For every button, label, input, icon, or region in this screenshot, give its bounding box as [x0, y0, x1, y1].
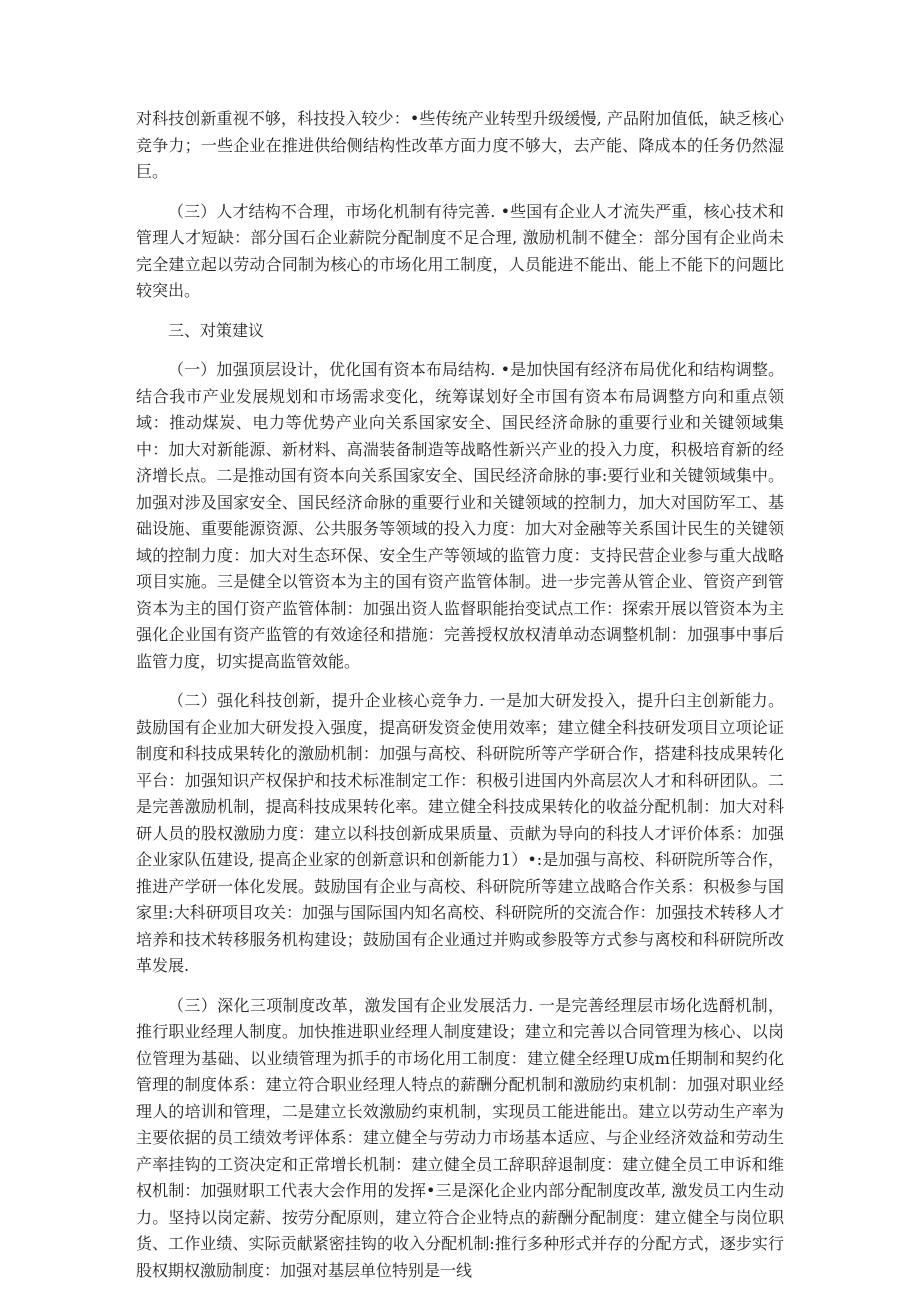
paragraph-tech-innovation: （二）强化科技创新，提升企业核心竞争力. 一是加大研发投入，提升臼主创新能力。鼓励国有企业加大研发投入强度，提高研发资金使用效率；建立健全科技研发项目立项论证制度和科技成果转化的激励机制：加强与高校、科研院所等产学研合作，搭建科技成果转化平台：加强知识产权保护和技术标准制定工作：积极引进国内外高层次人才和科研团队。二是完善激励机制，提高科技成果转化率。建立健全科技成果转化的收益分配机制：加大对科研人员的股权激励力度：建立以科技创新成果质量、贡献为导向的科技人才评价体系：加强企业家队伍建设, 提高企业家的创新意识和创新能力1）•:是加强与高校、科研院所等合作，推进产学研一体化发展。鼓励国有企业与高校、科研院所等建立战略合作关系：积极参与国家里:大科研项目攻关：加强与国际国内知名高校、科研院所的交流合作：加强技术转移人才培养和技术转移服务机构建设；鼓励国有企业通过并购或参股等方式参与离校和科研院所改革发展.	[136, 691, 784, 975]
paragraph-top-level-design: （一）加强顶层设计，优化国有资本布局结构. •是加快国有经济布局优化和结构调整。结合我市产业发展规划和市场需求变化，统筹谋划好全市国有资本布局调整方向和重点领域：推动煤炭、电力等优势产业向关系国家安全、国民经济命脉的重要行业和关键领域集中：加大对新能源、新材料、高湍装备制造等战略性新兴产业的投入力度，积极培育新的经济增长点。二是推动国有资本向关系国家安全、国民经济命脉的事:要行业和关键领域集中。加强对涉及国家安全、国民经济命脉的重要行业和关键领域的控制力，加大对国防军工、基础设施、重要能源资源、公共服务等领域的投入力度：加大对金融等关系国计民生的关键领域的控制力度：加大对生态环保、安全生产等领域的监管力度：支持民营企业参与重大战略项目实施。三是健全以管资本为主的国有资产监管体制。进一步完善从管企业、管资产到管资本为主的国仃资产监管体制：加强出资人监督职能抬变试点工作：探索开展以管资本为主强化企业国有资产监管的有效途径和措施：完善授权放权清单动态调整机制：加强事中事后监管力度，切实提高监管效能。	[136, 360, 784, 671]
paragraph-continuation: 对科技创新重视不够，科技投入较少：•些传统产业转型升级缓慢, 产品附加值低，缺乏核心竞争力；一些企业在推进供给侧结构性改革方面力度不够大，去产能、降成本的任务仍然湿巨。	[136, 109, 784, 181]
section-heading-recommendations: 三、对策建议	[168, 320, 265, 340]
paragraph-talent-structure: （三）人才结构不合理，市场化机制有待完善. •些国有企业人才流失严重，核心技术和管理人才短缺：部分国石企业薪院分配制度不足合理, 激励机制不健全：部分国有企业尚未完全建立起以劳动合同制为核心的市场化用工制度，人员能进不能出、能上不能下的问题比较突出。	[136, 201, 784, 300]
paragraph-three-reforms: （三）深化三项制度改革，激发国有企业发展活力. 一是完善经理层市场化选酹机制，推行职业经理人制度。加快推进职业经理人制度建设；建立和完善以合同管理为核心、以岗位管理为基础、以业绩管理为抓手的市场化用工制度：建立健全经理U成m任期制和契约化管理的制度体系：建立符合职业经理人特点的薪酬分配机制和激励约束机制：加强对职业经理人的培训和管理，二是建立长效激励约束机制，实现员工能进能出。建立以劳动生产率为主要依据的员工绩效考评体系：建立健全与劳动力市场基本适应、与企业经济效益和劳动生产率挂钩的工资决定和正常增长机制：建立健全员工辞职辞退制度：建立健全员工申诉和维权机制：加强财职工代表大会作用的发挥•三是深化企业内部分配制度改革, 激发员工内生动力。坚持以岗定薪、按劳分配原则，建立符合企业特点的薪酬分配制度：建立健全与岗位职货、工作业绩、实际贡献紧密挂钩的收入分配机制:推行多种形式并存的分配方式，逐步实行股权期权激励制度：加强对基层单位特别是一线	[136, 995, 784, 1280]
document-page	[136, 106, 784, 1297]
